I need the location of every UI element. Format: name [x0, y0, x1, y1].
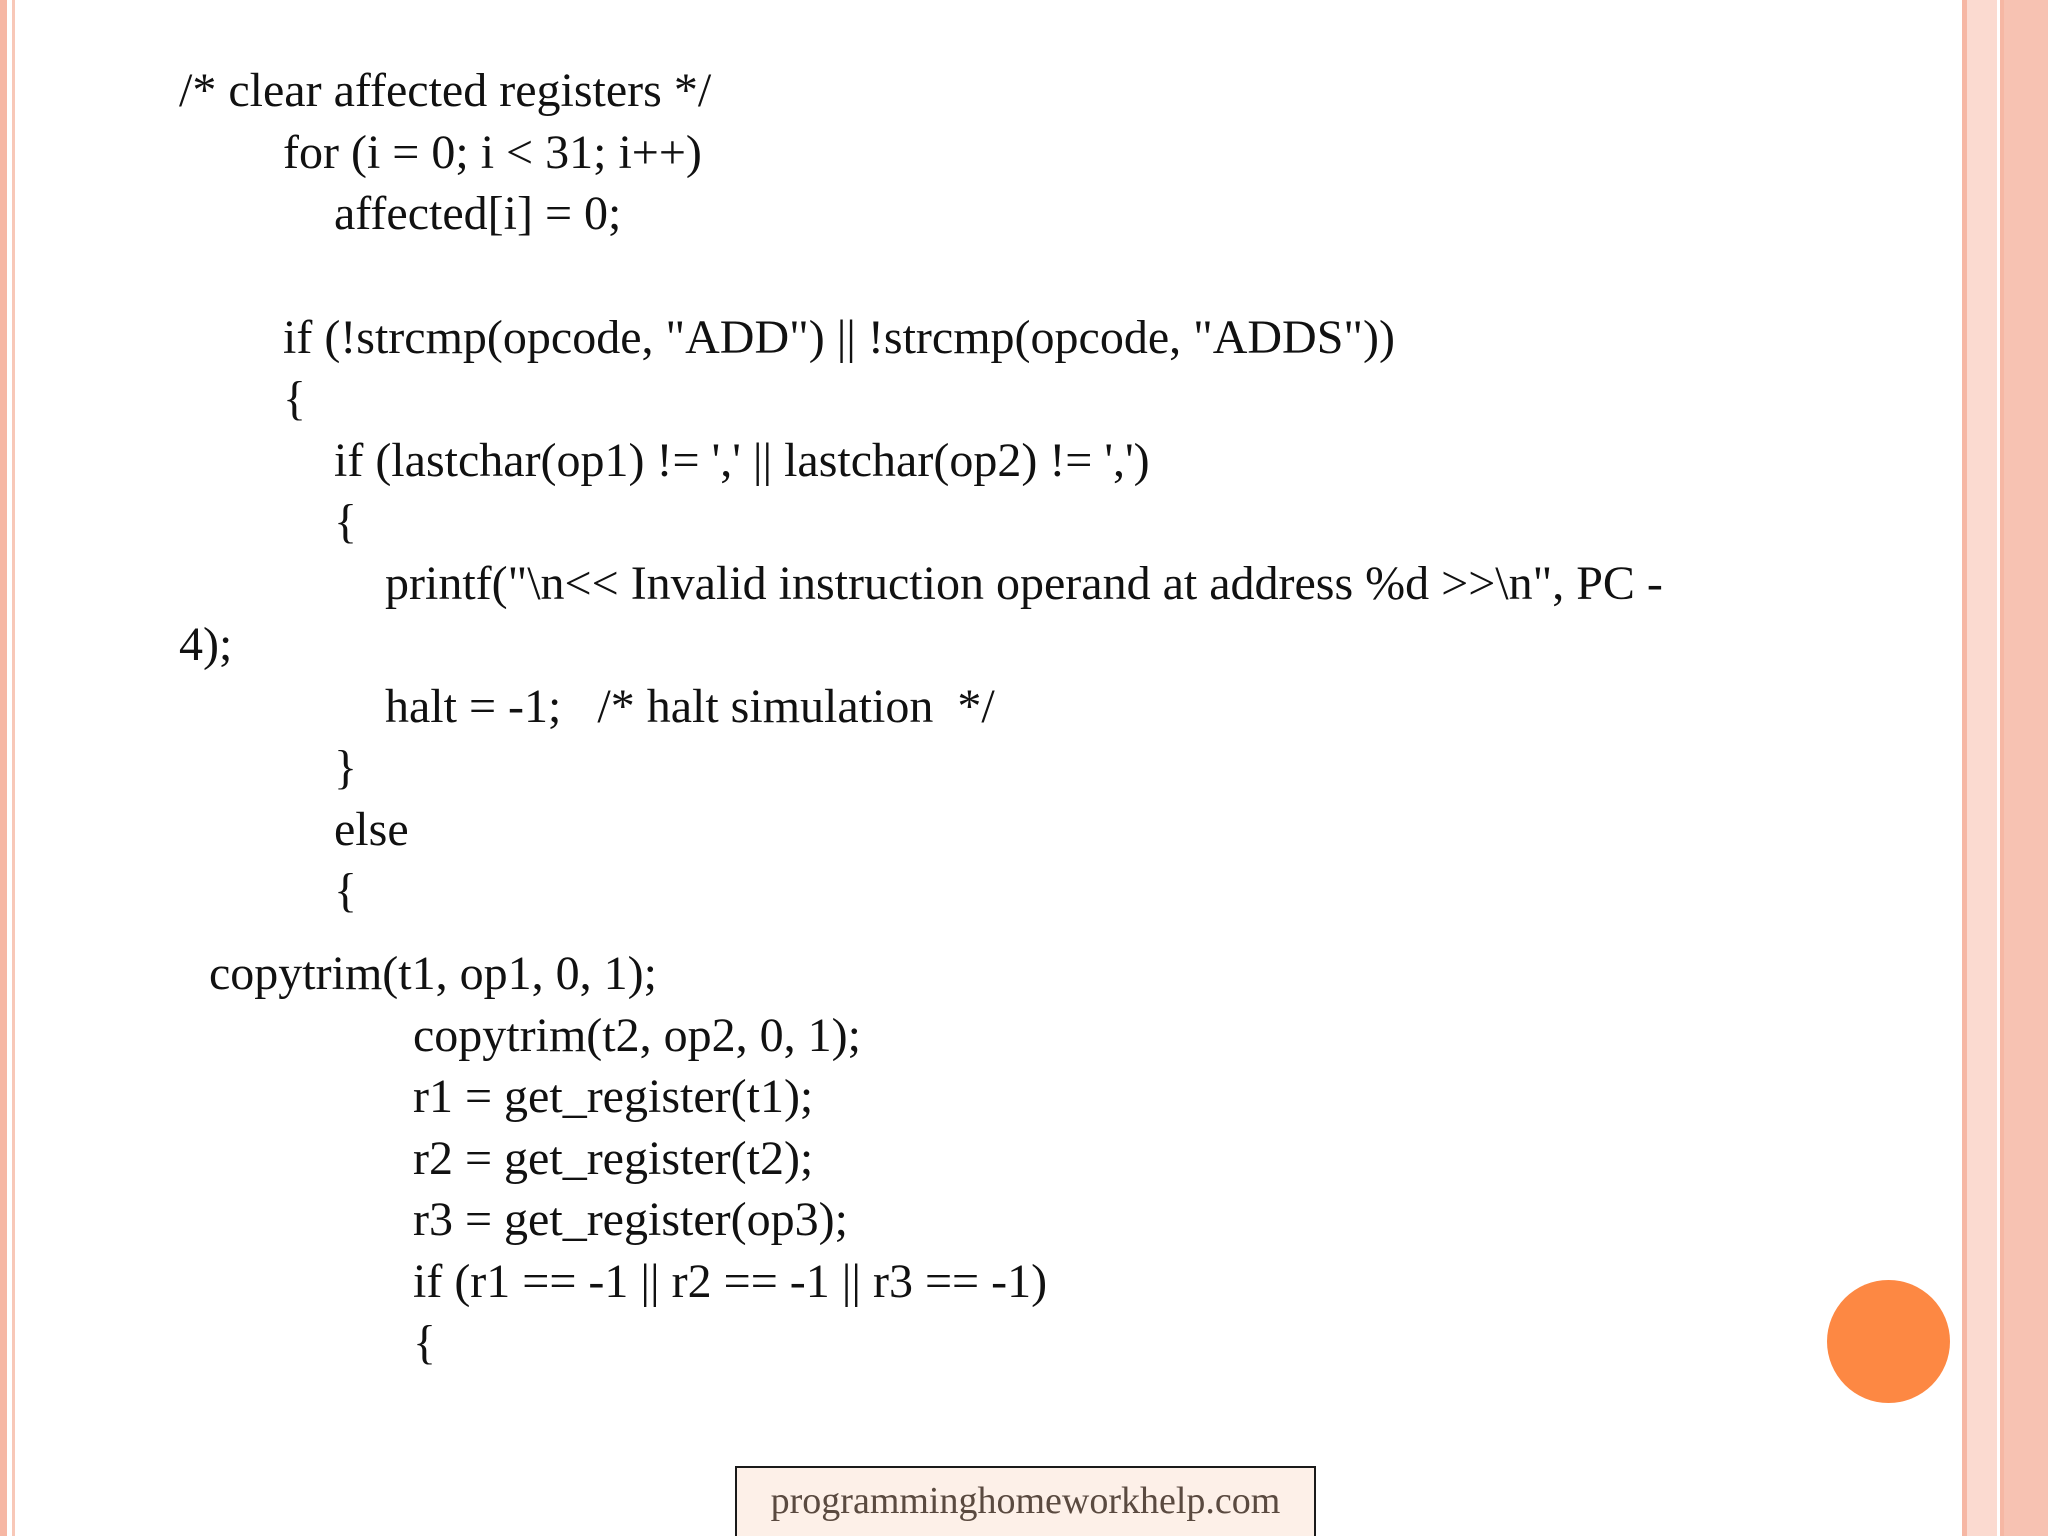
code-line-affected-assign: affected[i] = 0;	[334, 187, 622, 240]
code-line-copytrim-t2: copytrim(t2, op2, 0, 1);	[413, 1009, 861, 1062]
slide-frame-right-edge	[2004, 0, 2048, 1536]
slide-frame-right-band	[1967, 0, 1997, 1536]
code-line-open-brace-3: {	[334, 864, 358, 917]
code-line-if-strcmp: if (!strcmp(opcode, "ADD") || !strcmp(opcode, "ADDS"))	[283, 311, 1395, 364]
code-line-get-register-r2: r2 = get_register(t2);	[413, 1132, 814, 1185]
footer-website-label: programminghomeworkhelp.com	[735, 1466, 1316, 1536]
code-line-get-register-r3: r3 = get_register(op3);	[413, 1193, 848, 1246]
code-line-copytrim-t1: copytrim(t1, op1, 0, 1);	[209, 947, 657, 1000]
code-line-halt: halt = -1; /* halt simulation */	[385, 680, 995, 733]
code-line-close-brace: }	[334, 741, 358, 794]
code-line-open-brace-2: {	[334, 495, 358, 548]
code-line-if-lastchar: if (lastchar(op1) != ',' || lastchar(op2) != ',')	[334, 434, 1150, 487]
code-line-printf: printf("\n<< Invalid instruction operand at address %d >>\n", PC -	[385, 557, 1663, 610]
code-line-for-loop: for (i = 0; i < 31; i++)	[283, 126, 702, 179]
code-line-comment: /* clear affected registers */	[179, 64, 712, 117]
decorative-circle	[1827, 1280, 1950, 1403]
code-line-printf-cont: 4);	[179, 618, 233, 671]
code-line-else: else	[334, 803, 409, 856]
code-line-open-brace-1: {	[283, 372, 307, 425]
code-line-if-check-registers: if (r1 == -1 || r2 == -1 || r3 == -1)	[413, 1255, 1048, 1308]
code-line-get-register-r1: r1 = get_register(t1);	[413, 1070, 814, 1123]
code-line-open-brace-4: {	[413, 1316, 437, 1369]
